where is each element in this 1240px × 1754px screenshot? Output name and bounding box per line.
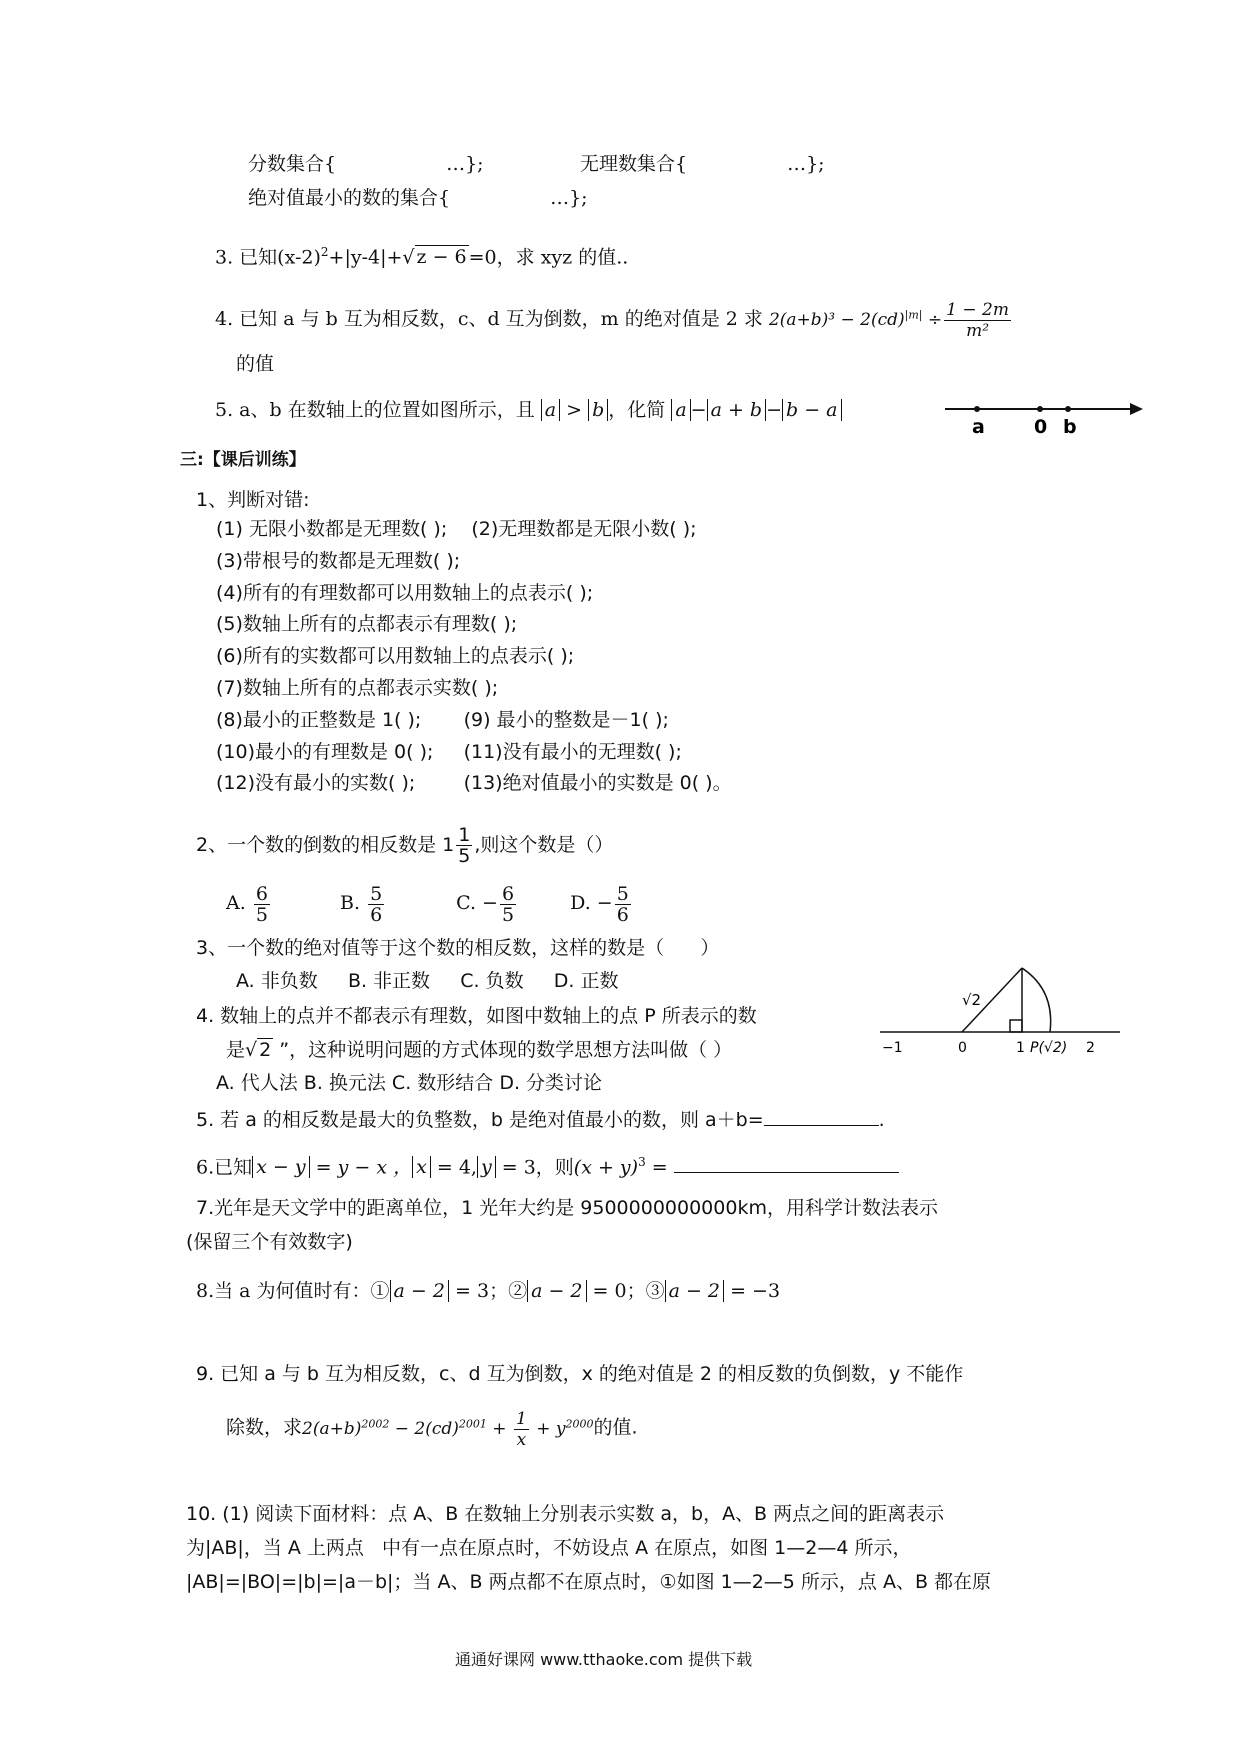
s3-q6-eq3: = 3，则 (501, 1156, 574, 1179)
s3-q9-exp2: 2001 (458, 1417, 487, 1430)
s3-q8-abs1: a − 2 (390, 1280, 449, 1302)
option-fraction (615, 884, 631, 925)
s3-q6-eq4: = (645, 1156, 668, 1179)
option-den: 6 (370, 903, 383, 926)
s2-q5-simplify: ，化简 (608, 399, 666, 421)
s3-q2-option-c (456, 880, 564, 926)
option-fraction (500, 884, 516, 925)
s3-question-3: 3、一个数的绝对值等于这个数的相反数，这样的数是（ ） (196, 937, 720, 959)
s3-q1-item: (6)所有的实数都可以用数轴上的点表示( ); (216, 645, 575, 668)
irrational-set-label: 无理数集合{ (580, 153, 688, 175)
s3-q4-line1: 4. 数轴上的点并不都表示有理数，如图中数轴上的点 P 所表示的数 (196, 1005, 757, 1027)
option-label: D. (570, 892, 591, 914)
s3-q2-prefix: 2、一个数的倒数的相反数是 1 (196, 834, 455, 856)
s3-q9-suffix: 的值. (593, 1416, 638, 1439)
fig-tick-2: 2 (1086, 1040, 1095, 1056)
s3-q6-abs2: x (412, 1156, 431, 1178)
s3-q9-prefix: 除数，求 (226, 1416, 303, 1439)
fraction-set-line (248, 150, 484, 178)
s2-q3-mid: +|y-4|+ (328, 246, 403, 269)
s2-q5-expr-abs-a: a (671, 399, 690, 421)
s3-q4-prefix: 是 (226, 1039, 246, 1061)
s3-q2-option-a (226, 880, 334, 926)
s3-q3-options: A. 非负数 B. 非正数 C. 负数 D. 正数 (236, 970, 619, 992)
s2-q3-suffix: =0，求 xyz 的值.. (468, 246, 629, 269)
s3-q4-line2 (226, 1036, 732, 1064)
option-label: B. (340, 892, 361, 914)
option-den: 6 (616, 903, 629, 926)
option-den: 5 (255, 903, 268, 926)
fig-tick-0: 0 (958, 1040, 967, 1056)
option-sign: − (482, 892, 498, 914)
s2-q4-expression (768, 300, 1013, 341)
s3-q4-figure (870, 960, 1130, 1060)
s2-q3-sqrt: √ z − 6 (402, 246, 467, 269)
s3-question-6 (196, 1148, 899, 1181)
axis-label-0: 0 (1034, 416, 1048, 438)
s2-question-5 (215, 396, 842, 424)
s2-q5-gt: > (566, 399, 583, 421)
option-label: A. (226, 892, 246, 914)
s3-q7-line2: (保留三个有效数字) (186, 1231, 353, 1253)
fraction-set-label: 分数集合{ (248, 153, 337, 175)
s3-q10-line3: |AB|=|BO|=|b|=|a－b|；当 A、B 两点都不在原点时，①如图 1—2—5 所示，点 A、B 都在原 (186, 1571, 992, 1593)
option-num: 6 (501, 882, 515, 905)
s3-q1-items (216, 514, 732, 800)
s3-q4-suffix: ”，这种说明问题的方式体现的数学思想方法叫做（ ） (273, 1039, 733, 1061)
s3-q8-prefix: 8.当 a 为何值时有：① (196, 1280, 390, 1302)
irrational-set-line (580, 150, 825, 178)
s3-q1-item: (12)没有最小的实数( ); (13)绝对值最小的实数是 0( )。 (216, 772, 732, 795)
s3-q2-options (226, 880, 678, 926)
s2-q4-fraction (944, 300, 1011, 341)
s3-q2-den: 5 (458, 845, 471, 867)
s3-q9-exp1: 2002 (361, 1417, 390, 1430)
s3-q2-num: 1 (458, 824, 471, 846)
s3-q9-line1: 9. 已知 a 与 b 互为相反数，c、d 互为倒数，x 的绝对值是 2 的相反数的负倒数，y 不能作 (196, 1363, 964, 1385)
s3-q1-item: (8)最小的正整数是 1( ); (9) 最小的整数是－1( ); (216, 708, 669, 731)
option-fraction (368, 884, 384, 925)
s3-q1-item: (1) 无限小数都是无理数( ); (2)无理数都是无限小数( ); (216, 518, 697, 540)
fig-tick-neg1: −1 (882, 1040, 903, 1056)
s3-q2-option-b (340, 880, 450, 926)
s2-q4-num: 1 − 2m (946, 300, 1009, 320)
s3-q8-eq2: = 0；③ (592, 1280, 665, 1302)
s2-question-3 (215, 238, 628, 271)
fraction-set-end: …}; (446, 153, 484, 175)
section3-heading: 三:【课后训练】 (180, 450, 306, 470)
footer-text: 通通好课网 www.tthaoke.com 提供下载 (455, 1650, 753, 1669)
fig-tick-1: 1 (1016, 1040, 1025, 1056)
s3-q5-text: 5. 若 a 的相反数是最大的负整数，b 是绝对值最小的数，则 a＋b= (196, 1109, 764, 1131)
s2-q5-expr-abs-ba: b − a (782, 399, 842, 421)
s3-q6-eq2: = 4, (436, 1156, 477, 1179)
s3-q5-end: . (878, 1109, 885, 1131)
fig-tick-p: P(√2) (1030, 1040, 1068, 1056)
s3-q1-item: (4)所有的有理数都可以用数轴上的点表示( ); (216, 581, 594, 604)
s3-q10-line2: 为|AB|，当 A 上两点 中有一点在原点时，不妨设点 A 在原点，如图 1—2—4 所示， (186, 1537, 912, 1559)
s2-q3-radicand: z − 6 (416, 246, 467, 269)
s3-q6-prefix: 6.已知 (196, 1156, 253, 1179)
irrational-set-end: …}; (787, 153, 825, 175)
option-den: 5 (501, 903, 515, 926)
s2-q5-number-line (935, 392, 1145, 442)
s3-q9-expression (302, 1408, 594, 1450)
answer-blank[interactable] (764, 1125, 879, 1126)
s3-q1-item: (7)数轴上所有的点都表示实数( ); (216, 676, 499, 699)
option-num: 5 (370, 882, 383, 905)
s3-q9-line2 (226, 1400, 638, 1453)
s3-q6-eq1: = y − x ， (315, 1156, 413, 1179)
s3-q8-eq3: = −3 (730, 1280, 781, 1302)
s3-q6-power: (x + y) (573, 1156, 639, 1179)
s3-q8-abs3: a − 2 (665, 1280, 724, 1302)
s3-q4-radicand: 2 (259, 1039, 272, 1061)
s2-q5-minus-2: − (766, 399, 782, 421)
s3-q9-num: 1 (515, 1408, 527, 1429)
s3-q1-item: (3)带根号的数都是无理数( ); (216, 549, 461, 572)
s3-q9-exp3: 2000 (565, 1417, 594, 1430)
s3-q1-title: 1、判断对错: (196, 489, 310, 511)
s3-q9-expr3: + y (530, 1418, 566, 1439)
axis-label-a: a (972, 416, 985, 438)
option-label: C. (456, 892, 476, 914)
s3-q7-line1: 7.光年是天文学中的距离单位，1 光年大约是 9500000000000km，用科学计数法表示 (196, 1197, 938, 1219)
option-num: 5 (616, 882, 629, 905)
s2-q5-text: 5. a、b 在数轴上的位置如图所示，且 (215, 399, 535, 421)
s2-q5-abs-a: a (541, 399, 560, 421)
axis-label-b: b (1063, 416, 1077, 438)
s3-q9-den: x (516, 1429, 527, 1450)
s3-q6-abs1: x − y (252, 1156, 309, 1178)
s2-q4-den: m² (966, 321, 990, 341)
s2-q5-expr-abs-ab: a + b (707, 399, 767, 421)
s2-q5-minus-1: − (690, 399, 707, 421)
s3-q8-eq1: = 3；② (455, 1280, 528, 1302)
option-sign: − (596, 892, 613, 914)
min-abs-set-label: 绝对值最小的数的集合{ (248, 187, 451, 209)
min-abs-set-line (248, 184, 588, 212)
answer-blank[interactable] (674, 1172, 899, 1173)
s3-q1-item: (5)数轴上所有的点都表示有理数( ); (216, 613, 518, 636)
s3-q9-fraction (514, 1409, 529, 1450)
s2-q4-expr: 2(a+b)³ − 2(cd) (768, 310, 905, 330)
s2-q3-sup: 2 (320, 245, 329, 259)
s2-q4-div: ÷ (927, 310, 943, 330)
s3-question-2 (196, 822, 613, 868)
s3-q2-fraction (456, 825, 472, 866)
s3-q10-line1: 10. (1) 阅读下面材料：点 A、B 在数轴上分别表示实数 a，b，A、B 两点之间的距离表示 (186, 1503, 945, 1525)
s3-q1-item: (10)最小的有理数是 0( ); (11)没有最小的无理数( ); (216, 740, 682, 763)
s2-q4-exp: |m| (904, 308, 923, 322)
s2-question-4 (215, 300, 1013, 341)
s3-q8-abs2: a − 2 (527, 1280, 586, 1302)
s2-q5-abs-b: b (588, 399, 608, 421)
fig-sqrt2-label: √2 (962, 991, 982, 1009)
min-abs-set-end: …}; (550, 187, 588, 209)
s3-q9-plus: + (486, 1418, 512, 1439)
s2-q3-prefix: 3. 已知(x-2) (215, 246, 321, 269)
s3-q2-suffix: ,则这个数是（） (474, 834, 614, 856)
s3-question-5 (196, 1106, 885, 1134)
s2-q4-tail: 的值 (236, 353, 275, 375)
sqrt-icon: √ (245, 1039, 258, 1061)
s3-q2-option-d (570, 880, 678, 926)
s3-q4-options: A. 代人法 B. 换元法 C. 数形结合 D. 分类讨论 (216, 1072, 603, 1094)
s3-q9-expr1: 2(a+b) (302, 1418, 362, 1439)
s3-q6-abs3: y (477, 1156, 496, 1178)
option-num: 6 (255, 882, 268, 905)
s2-q4-text: 4. 已知 a 与 b 互为相反数，c、d 互为倒数，m 的绝对值是 2 求 (215, 308, 763, 330)
s3-q6-exp: 3 (638, 1155, 646, 1169)
s3-question-8 (196, 1277, 780, 1305)
s3-q9-expr2: − 2(cd) (389, 1418, 459, 1439)
option-fraction (254, 884, 270, 925)
